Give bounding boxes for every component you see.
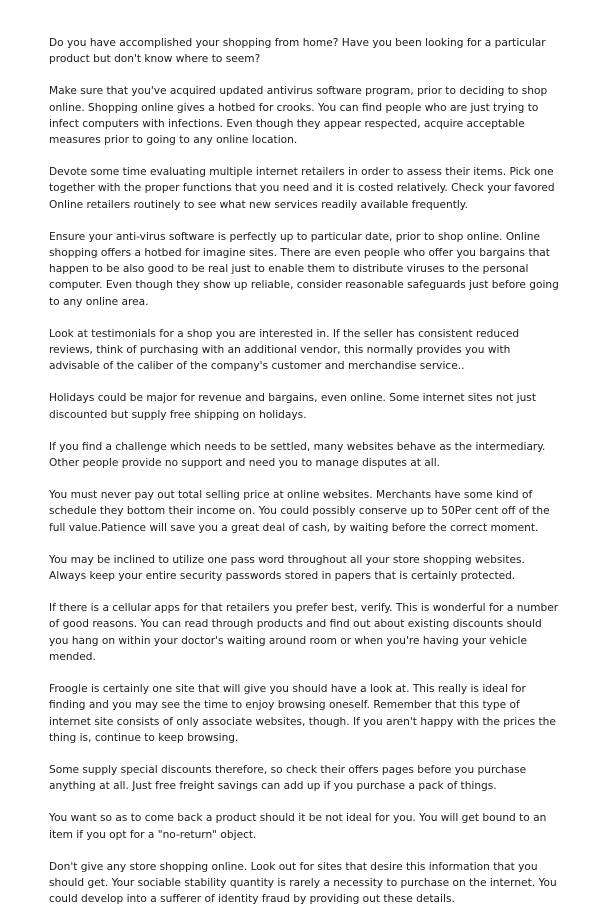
paragraph-antivirus-update: Ensure your anti-virus software is perfectly up to particular date, prior to shop online. Online shopping offers a hotbed for imagine sites. There are even people who offer you bargains that happen to be also good to be real just to enable them to distribute viruses to the personal computer. Even though they show up reliable, consider reasonable safeguards just before going to any online area.: [49, 230, 559, 308]
paragraph-special-discounts: Some supply special discounts therefore, so check their offers pages before you purchase anything at all. Just free freight savings can add up if you purchase a pack of things.: [49, 763, 527, 793]
paragraph-returns: You want so as to come back a product should it be not ideal for you. You will get bound to an item if you opt for a "no-return" object.: [49, 812, 547, 841]
paragraph-testimonials: Look at testimonials for a shop you are interested in. If the seller has consistent reduced reviews, think of purchasing with an additional vendor, this normally provides you with advisable of the caliber of the company's customer and merchandise service..: [49, 327, 520, 373]
paragraph-passwords: You may be inclined to utilize one pass word throughout all your store shopping websites. Always keep your entire security passwords stored in papers that is certainly protected.: [49, 553, 525, 583]
paragraph-holidays: Holidays could be major for revenue and bargains, even online. Some internet sites not just discounted but supply free shipping on holidays.: [49, 392, 536, 421]
paragraph-intro: Do you have accomplished your shopping from home? Have you been looking for a particular product but don't know where to seem?: [49, 37, 546, 66]
paragraph-froogle: Froogle is certainly one site that will give you should have a look at. This really is ideal for finding and you may see the time to enjoy browsing oneself. Remember that this type of internet site consists of only associate websites, though. If you aren't happy with the prices the thing is, continue to keep browsing.: [49, 683, 556, 744]
paragraph-compare-retailers: Devote some time evaluating multiple internet retailers in order to assess their items. Pick one together with the proper functions that you need and it is costed relatively. Check your favored Online retailers routinely to see what new services readily available frequently.: [49, 166, 555, 211]
article-body: [49, 35, 559, 923]
paragraph-full-price: You must never pay out total selling price at online websites. Merchants have some kind of schedule they bottom their income on. You could possibly conserve up to 50Per cent off of the full value.Patience will save you a great deal of cash, by waiting before the correct moment.: [49, 489, 550, 534]
paragraph-mobile-apps: If there is a cellular apps for that retailers you prefer best, verify. This is wonderful for a number of good reasons. You can read through products and find out about existing discounts should you hang on within your doctor's waiting around room or when you're having your vehicle mended.: [49, 602, 559, 663]
paragraph-disputes: If you find a challenge which needs to be settled, many websites behave as the intermediary. Other people provide no support and need you to manage disputes at all.: [49, 440, 546, 470]
paragraph-antivirus: Make sure that you've acquired updated antivirus software program, prior to deciding to shop online. Shopping online gives a hotbed for crooks. You can find people who are just trying to infect computers with infections. Even though they appear respected, acquire acceptable measures prior to going to any online location.: [49, 85, 548, 147]
paragraph-identity-fraud: Don't give any store shopping online. Look out for sites that desire this information that you should get. Your sociable stability quantity is rarely a necessity to purchase on the internet. You could develop into a sufferer of identity fraud by providing out these details.: [49, 860, 557, 906]
